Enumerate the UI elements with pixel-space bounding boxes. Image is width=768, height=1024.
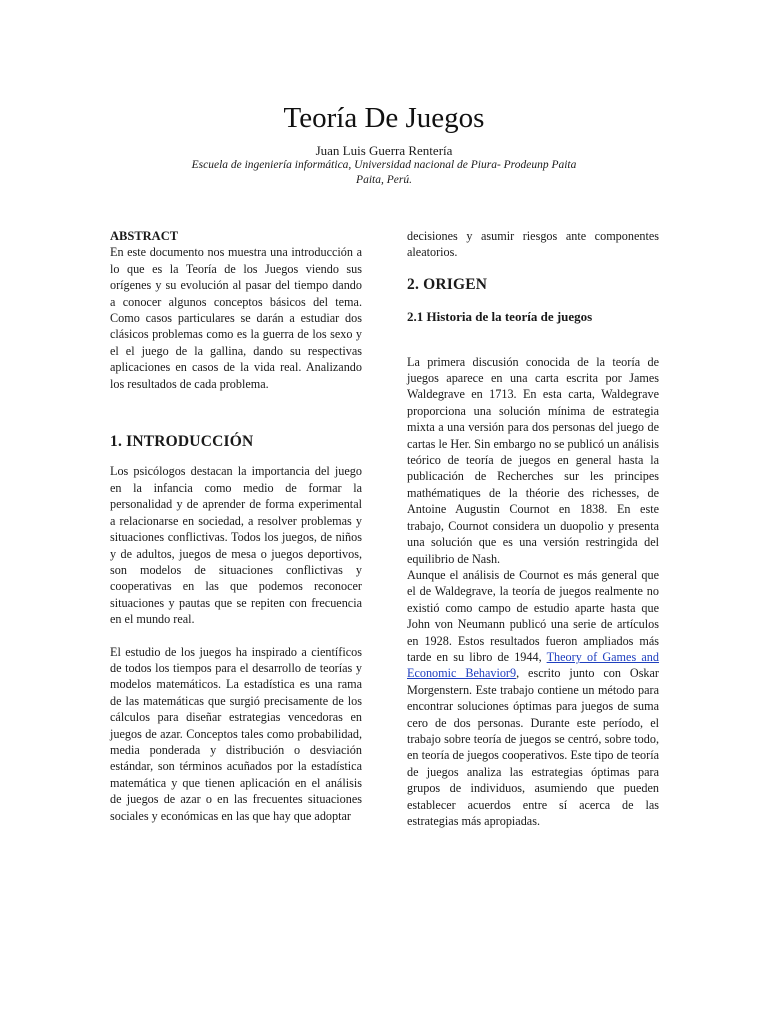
history-paragraph-2-start: Aunque el análisis de Cournot es más general que el de Waldegrave, la teoría de juegos realmente no existió como campo de estudio aparte hasta que John von Neumann publicó una serie de artículos en 1928. Estos resultados fueron ampliados más tarde en su libro de 1944, — [407, 567, 659, 664]
affiliation-line-2: Paita, Perú. — [356, 174, 412, 186]
history-paragraph-2-end: , escrito junto con Oskar Morgenstern. Este trabajo contiene un método para encontrar soluciones óptimas para juegos de suma cero de dos personas. Durante este período, el trabajo sobre teoría de juegos se centró, sobre todo, en teoría de juegos cooperativos. Este tipo de teoría de juegos analiza las estrategias óptimas para grupos de individuos, asumiendo que pueden establecer acuerdos entre sí acerca de las estrategias más apropiadas. — [407, 666, 659, 828]
paper-title: Teoría De Juegos — [283, 102, 485, 134]
theory-of-games-link[interactable]: Theory of Games and Economic Behavior9 — [407, 649, 659, 681]
abstract-heading: ABSTRACT — [110, 229, 179, 243]
continuation-text: decisiones y asumir riesgos ante componentes aleatorios. — [407, 229, 659, 260]
history-paragraph-1: La primera discusión conocida de la teoría de juegos aparece en una carta escrita por James Waldegrave en 1713. En esta carta, Waldegrave proporciona una solución mínima de estrategia mixta a una versión para dos personas del juego de cartas le Her. Sin embargo no se publicó un análisis teórico de teoría de juegos en general hasta la publicación de Recherches sur les principes mathématiques de la théorie des richesses, de Antoine Augustin Cournot en 1838. En este trabajo, Cournot considera un duopolio y presenta una solución que es una versión restringida del equilibrio de Nash. — [407, 354, 659, 566]
history-paragraph-2 — [407, 567, 659, 830]
abstract-text: En este documento nos muestra una introducción a lo que es la Teoría de los Juegos viendo sus orígenes y su evolución al pasar del tiempo dando a conocer algunos conceptos básicos del tema. Como casos particulares se darán a estudiar dos clásicos problemas como es la guerra de los sexo y el el juego de la gallina, dando su respectivas aplicaciones en casos de la vida real. Analizando los resultados de cada problema. — [110, 245, 362, 391]
history-heading: 2.1 Historia de la teoría de juegos — [407, 309, 593, 325]
affiliation — [150, 158, 618, 188]
origen-heading: 2. ORIGEN — [407, 275, 488, 293]
left-column — [110, 228, 362, 824]
introduction-paragraph-2: El estudio de los juegos ha inspirado a científicos de todos los tiempos para el desarrollo de teorías y modelos matemáticos. La estadística es una rama de las matemáticas que surgió precisamente de los cálculos para diseñar estrategias vencedoras en juegos de azar. Conceptos tales como probabilidad, media ponderada y distribución o desviación estándar, son términos acuñados por la estadística matemática y que tienen aplicación en el análisis de juegos de azar o en las frecuentes situaciones sociales y económicas en las que hay que adoptar — [110, 644, 362, 823]
right-column — [407, 228, 659, 829]
introduction-heading: 1. INTRODUCCIÓN — [110, 433, 254, 451]
affiliation-line-1: Escuela de ingeniería informática, Universidad nacional de Piura- Prodeunp Paita — [191, 159, 577, 171]
author-name: Juan Luis Guerra Rentería — [315, 143, 453, 158]
introduction-paragraph-1: Los psicólogos destacan la importancia del juego en la infancia como medio de formar la personalidad y de aprender de forma experimental a relacionarse en sociedad, a resolver problemas y situaciones conflictivas. Todos los juegos, de niños y de adultos, juegos de mesa o juegos deportivos, son modelos de situaciones conflictivas y cooperativas en las que podemos reconocer situaciones y pautas que se repiten con frecuencia en el mundo real. — [110, 464, 362, 627]
